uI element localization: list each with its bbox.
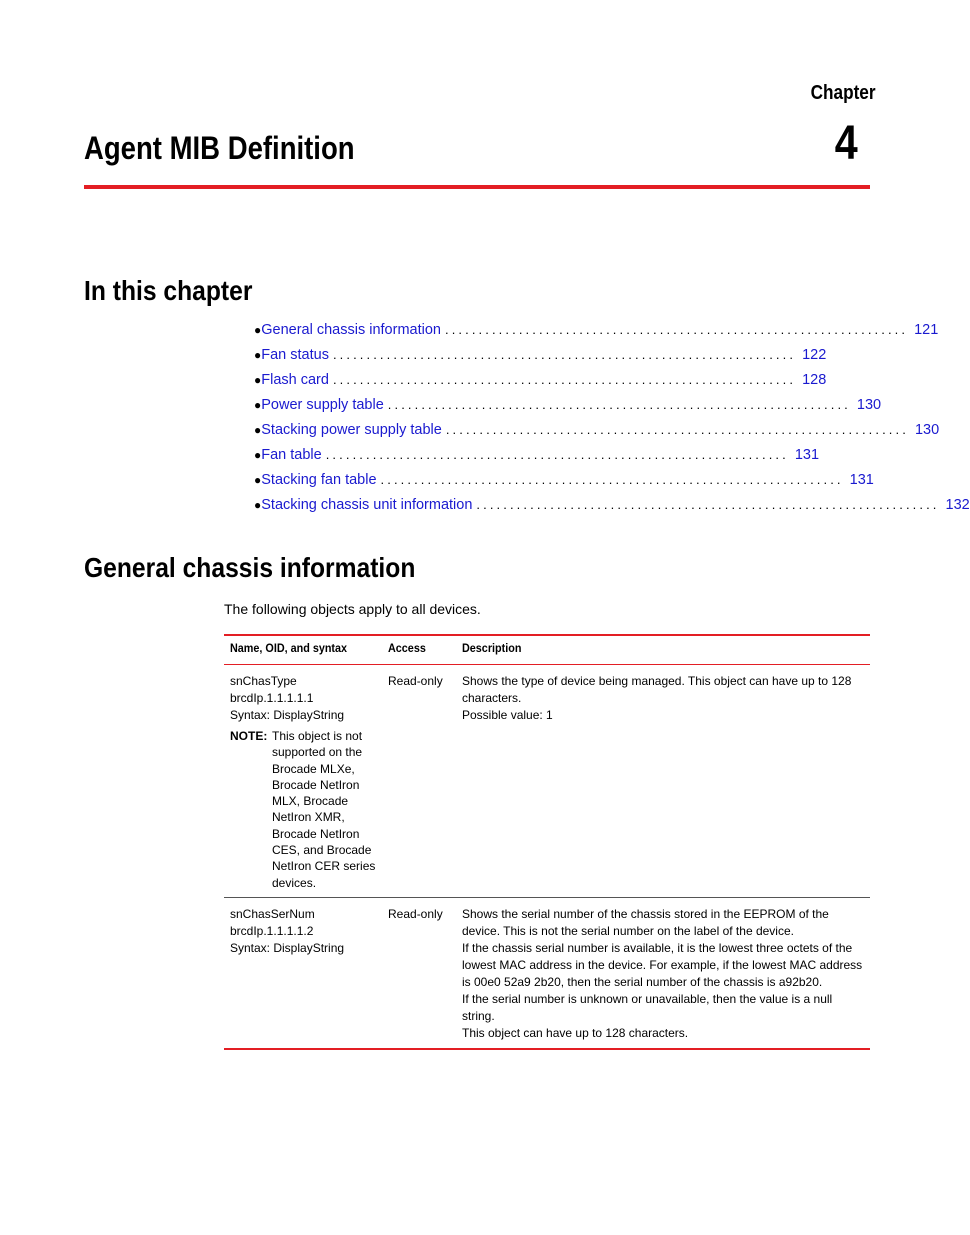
- toc-item[interactable]: [254, 447, 820, 472]
- table-row: [224, 897, 870, 1049]
- chapter-number: 4: [835, 117, 858, 170]
- description-paragraph: Shows the type of device being managed. This object can have up to 128 characters.: [462, 674, 852, 705]
- title-rule: [84, 185, 870, 189]
- description-paragraph: Shows the serial number of the chassis stored in the EEPROM of the device. This is not the serial number on the label of the device.: [462, 906, 829, 938]
- toc-leader: .....................................................................: [332, 372, 797, 387]
- description-paragraph: Possible value: 1: [462, 708, 553, 722]
- toc-page-number[interactable]: 122: [802, 347, 827, 363]
- cell-name-oid-syntax: [224, 897, 382, 1049]
- toc-link[interactable]: Flash card: [261, 372, 329, 388]
- object-name: snChasSerNum: [230, 906, 315, 921]
- toc-link[interactable]: Stacking power supply table: [261, 422, 442, 438]
- toc-item[interactable]: [254, 347, 827, 372]
- object-oid: brcdIp.1.1.1.1.2: [230, 923, 314, 938]
- toc-link[interactable]: Stacking chassis unit information: [261, 497, 473, 513]
- toc-page-number[interactable]: 132: [945, 497, 970, 513]
- object-name: snChasType: [230, 674, 297, 688]
- toc-link[interactable]: Fan table: [261, 447, 322, 463]
- chapter-toc: [254, 322, 970, 522]
- bullet-icon: ●: [254, 448, 262, 462]
- bullet-icon: ●: [254, 423, 262, 437]
- note-label: NOTE:: [230, 729, 268, 743]
- toc-item[interactable]: [254, 422, 940, 447]
- toc-page-number[interactable]: 121: [914, 322, 939, 338]
- toc-page-number[interactable]: 128: [802, 372, 827, 388]
- object-syntax: Syntax: DisplayString: [230, 940, 345, 955]
- description-paragraph: If the chassis serial number is available, it is the lowest three octets of the lowest MAC address in the device. For example, if the lowest MAC address is 00e0 52a9 2b20, then the serial number of the chassis is a92b20.: [462, 940, 863, 989]
- toc-leader: .....................................................................: [380, 472, 844, 487]
- cell-description: [456, 665, 870, 898]
- note: [230, 728, 376, 891]
- toc-leader: .....................................................................: [476, 497, 940, 512]
- cell-description: [456, 897, 870, 1049]
- object-syntax: Syntax: DisplayString: [230, 708, 345, 722]
- toc-item[interactable]: [254, 497, 970, 522]
- toc-link[interactable]: Power supply table: [261, 397, 384, 413]
- toc-leader: .....................................................................: [332, 347, 797, 362]
- toc-page-number[interactable]: 131: [849, 472, 874, 488]
- general-chassis-heading: General chassis information: [84, 552, 416, 583]
- cell-access: Read-only: [382, 897, 456, 1049]
- toc-link[interactable]: General chassis information: [261, 322, 441, 338]
- toc-item[interactable]: [254, 397, 882, 422]
- toc-page-number[interactable]: 130: [856, 397, 882, 413]
- header-name-oid-syntax: Name, OID, and syntax: [224, 635, 382, 665]
- table-row: [224, 665, 870, 898]
- mib-objects-table: [224, 634, 870, 1050]
- toc-link[interactable]: Stacking fan table: [261, 472, 377, 488]
- toc-item[interactable]: [254, 372, 827, 397]
- section-intro: The following objects apply to all devices.: [224, 601, 481, 617]
- bullet-icon: ●: [254, 373, 262, 387]
- chapter-title: Agent MIB Definition: [84, 130, 355, 166]
- bullet-icon: ●: [254, 398, 262, 412]
- toc-leader: .....................................................................: [445, 422, 909, 437]
- bullet-icon: ●: [254, 323, 262, 337]
- toc-leader: .....................................................................: [387, 397, 851, 412]
- note-text: This object is not supported on the Brocade MLXe, Brocade NetIron MLX, Brocade NetIron XMR, Brocade NetIron CES, and Brocade NetIron CER series devices.: [272, 729, 376, 890]
- toc-leader: .....................................................................: [325, 447, 789, 462]
- toc-link[interactable]: Fan status: [261, 347, 329, 363]
- cell-access: Read-only: [382, 665, 456, 898]
- bullet-icon: ●: [254, 498, 262, 512]
- header-description: Description: [456, 635, 870, 665]
- toc-leader: .....................................................................: [444, 322, 909, 337]
- chapter-label: Chapter: [811, 82, 876, 104]
- header-access: Access: [382, 635, 456, 665]
- toc-item[interactable]: [254, 472, 874, 497]
- bullet-icon: ●: [254, 348, 262, 362]
- bullet-icon: ●: [254, 473, 262, 487]
- toc-page-number[interactable]: 131: [794, 447, 820, 463]
- in-this-chapter-heading: In this chapter: [84, 275, 253, 306]
- table-header-row: [224, 635, 870, 665]
- cell-name-oid-syntax: [224, 665, 382, 898]
- description-paragraph: If the serial number is unknown or unavailable, then the value is a null string.: [462, 991, 833, 1023]
- description-paragraph: This object can have up to 128 characters.: [462, 1025, 689, 1040]
- toc-page-number[interactable]: 130: [914, 422, 940, 438]
- object-oid: brcdIp.1.1.1.1.1: [230, 691, 314, 705]
- toc-item[interactable]: [254, 322, 939, 347]
